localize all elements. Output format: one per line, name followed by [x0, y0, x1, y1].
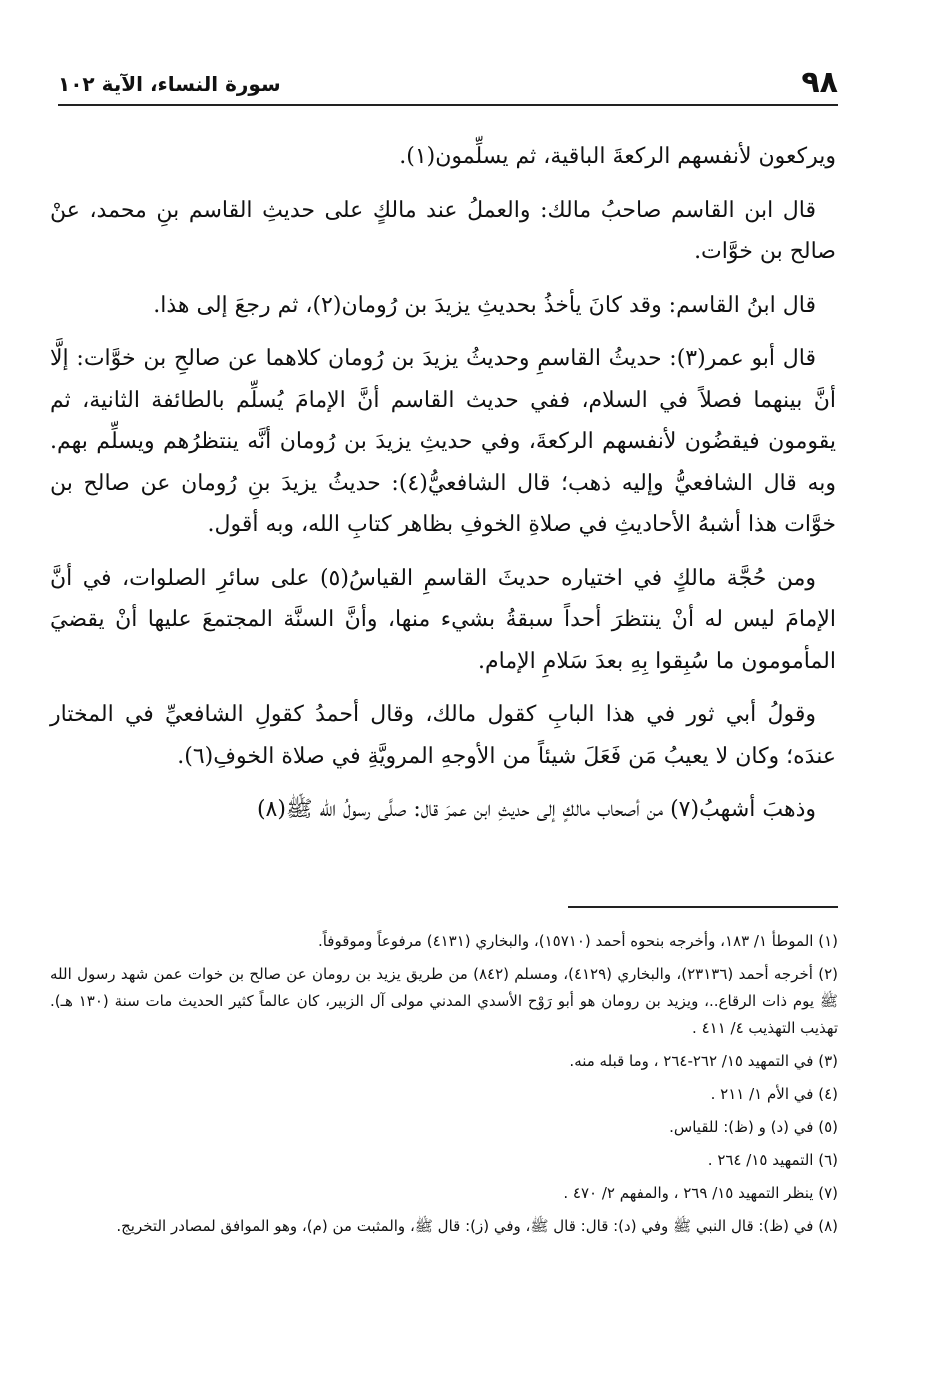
- footnote: (٧) ينظر التمهيد ١٥/ ٢٦٩ ، والمفهم ٢/ ٤٧٠ .: [563, 1184, 838, 1202]
- running-title: سورة النساء، الآية ١٠٢: [58, 72, 281, 96]
- footnote: (١) الموطأ ١/ ١٨٣، وأخرجه بنحوه أحمد (١٥٧١٠)، والبخاري (٤١٣١) مرفوعاً وموقوفاً.: [317, 932, 838, 950]
- page-header: [58, 62, 838, 102]
- footnotes: [50, 928, 838, 1246]
- paragraph: ومن حُجَّة مالكٍ في اختياره حديثَ القاسمِ القياسُ(٥) على سائرِ الصلوات، في أنَّ الإمامَ ليس له أنْ ينتظرَ أحداً سبقةُ بشيء منها، وأنَّ السنَّة المجتمعَ عليها أنْ يقضيَ المأمومون ما سُبِقوا بِهِ بعدَ سَلامِ الإمام.: [50, 565, 836, 674]
- footnote: (٥) في (د) و (ظ): للقياس.: [669, 1118, 838, 1136]
- footnote: (٤) في الأم ١/ ٢١١ .: [710, 1085, 838, 1103]
- footnote: (٦) التمهيد ١٥/ ٢٦٤ .: [707, 1151, 838, 1169]
- paragraph: وذهبَ أشهبُ(٧) من أصحاب مالكٍ إلى حديثِ ابن عمرَ قال: صلَّى رسولُ الله ﷺ(٨): [256, 797, 816, 822]
- paragraph: وقولُ أبي ثور في هذا البابِ كقول مالك، وقال أحمدُ كقولِ الشافعيِّ في المختار عندَه؛ وكان لا يعيبُ مَن فَعَلَ شيئاً من الأوجهِ المرويَّةِ في صلاة الخوفِ(٦).: [50, 702, 836, 769]
- paragraph: قال ابنُ القاسم: وقد كانَ يأخذُ بحديثِ يزيدَ بن رُومان(٢)، ثم رجعَ إلى هذا.: [153, 292, 816, 318]
- main-text: [50, 136, 836, 843]
- footnote-divider: [568, 906, 838, 908]
- footnote: (٣) في التمهيد ١٥/ ٢٦٢-٢٦٤ ، وما قبله منه.: [569, 1052, 838, 1070]
- paragraph: قال ابن القاسم صاحبُ مالك: والعملُ عند مالكٍ على حديثِ القاسم بنِ محمد، عنْ صالح بن خوَّات.: [50, 197, 836, 264]
- paragraph: قال أبو عمر(٣): حديثُ القاسمِ وحديثُ يزيدَ بن رُومان كلاهما عن صالحِ بن خوَّات: إلَّا أنَّ بينهما فصلاً في السلام، ففي حديث القاسم أنَّ الإمامَ يُسلِّم بالطائفة الثانية، ثم يقومون فيقضُون لأنفسهم الركعةَ، وفي حديثِ يزيدَ بن رُومان أنَّه ينتظرُهم ويسلِّم بهم. وبه قال الشافعيُّ وإليه ذهب؛ قال الشافعيُّ(٤): حديثُ يزيدَ بنِ رُومان عن صالح بن خوَّات هذا أشبهُ الأحاديثِ في صلاةِ الخوفِ بظاهر كتابِ الله، وبه أقول.: [50, 346, 837, 537]
- page-number: ٩٨: [801, 65, 838, 100]
- footnote: (٢) أخرجه أحمد (٢٣١٣٦)، والبخاري (٤١٢٩)، ومسلم (٨٤٢) من طريق يزيد بن رومان عن صالح بن خوات عمن شهد رسول الله ﷺ يوم ذات الرقاع..، ويزيد بن رومان هو أبو رَوْح الأسدي المدني مولى آل الزبير، كان عالماً كثير الحديث مات سنة (١٣٠ هـ). تهذيب التهذيب ٤/ ٤١١ .: [50, 965, 839, 1037]
- header-divider: [58, 104, 838, 106]
- footnote: (٨) في (ظ): قال النبي ﷺ وفي (د): قال: قال ﷺ، وفي (ز): قال ﷺ، والمثبت من (م)، وهو الموافق لمصادر التخريج.: [116, 1217, 838, 1235]
- paragraph: ويركعون لأنفسهم الركعةَ الباقية، ثم يسلِّمون(١).: [399, 144, 836, 169]
